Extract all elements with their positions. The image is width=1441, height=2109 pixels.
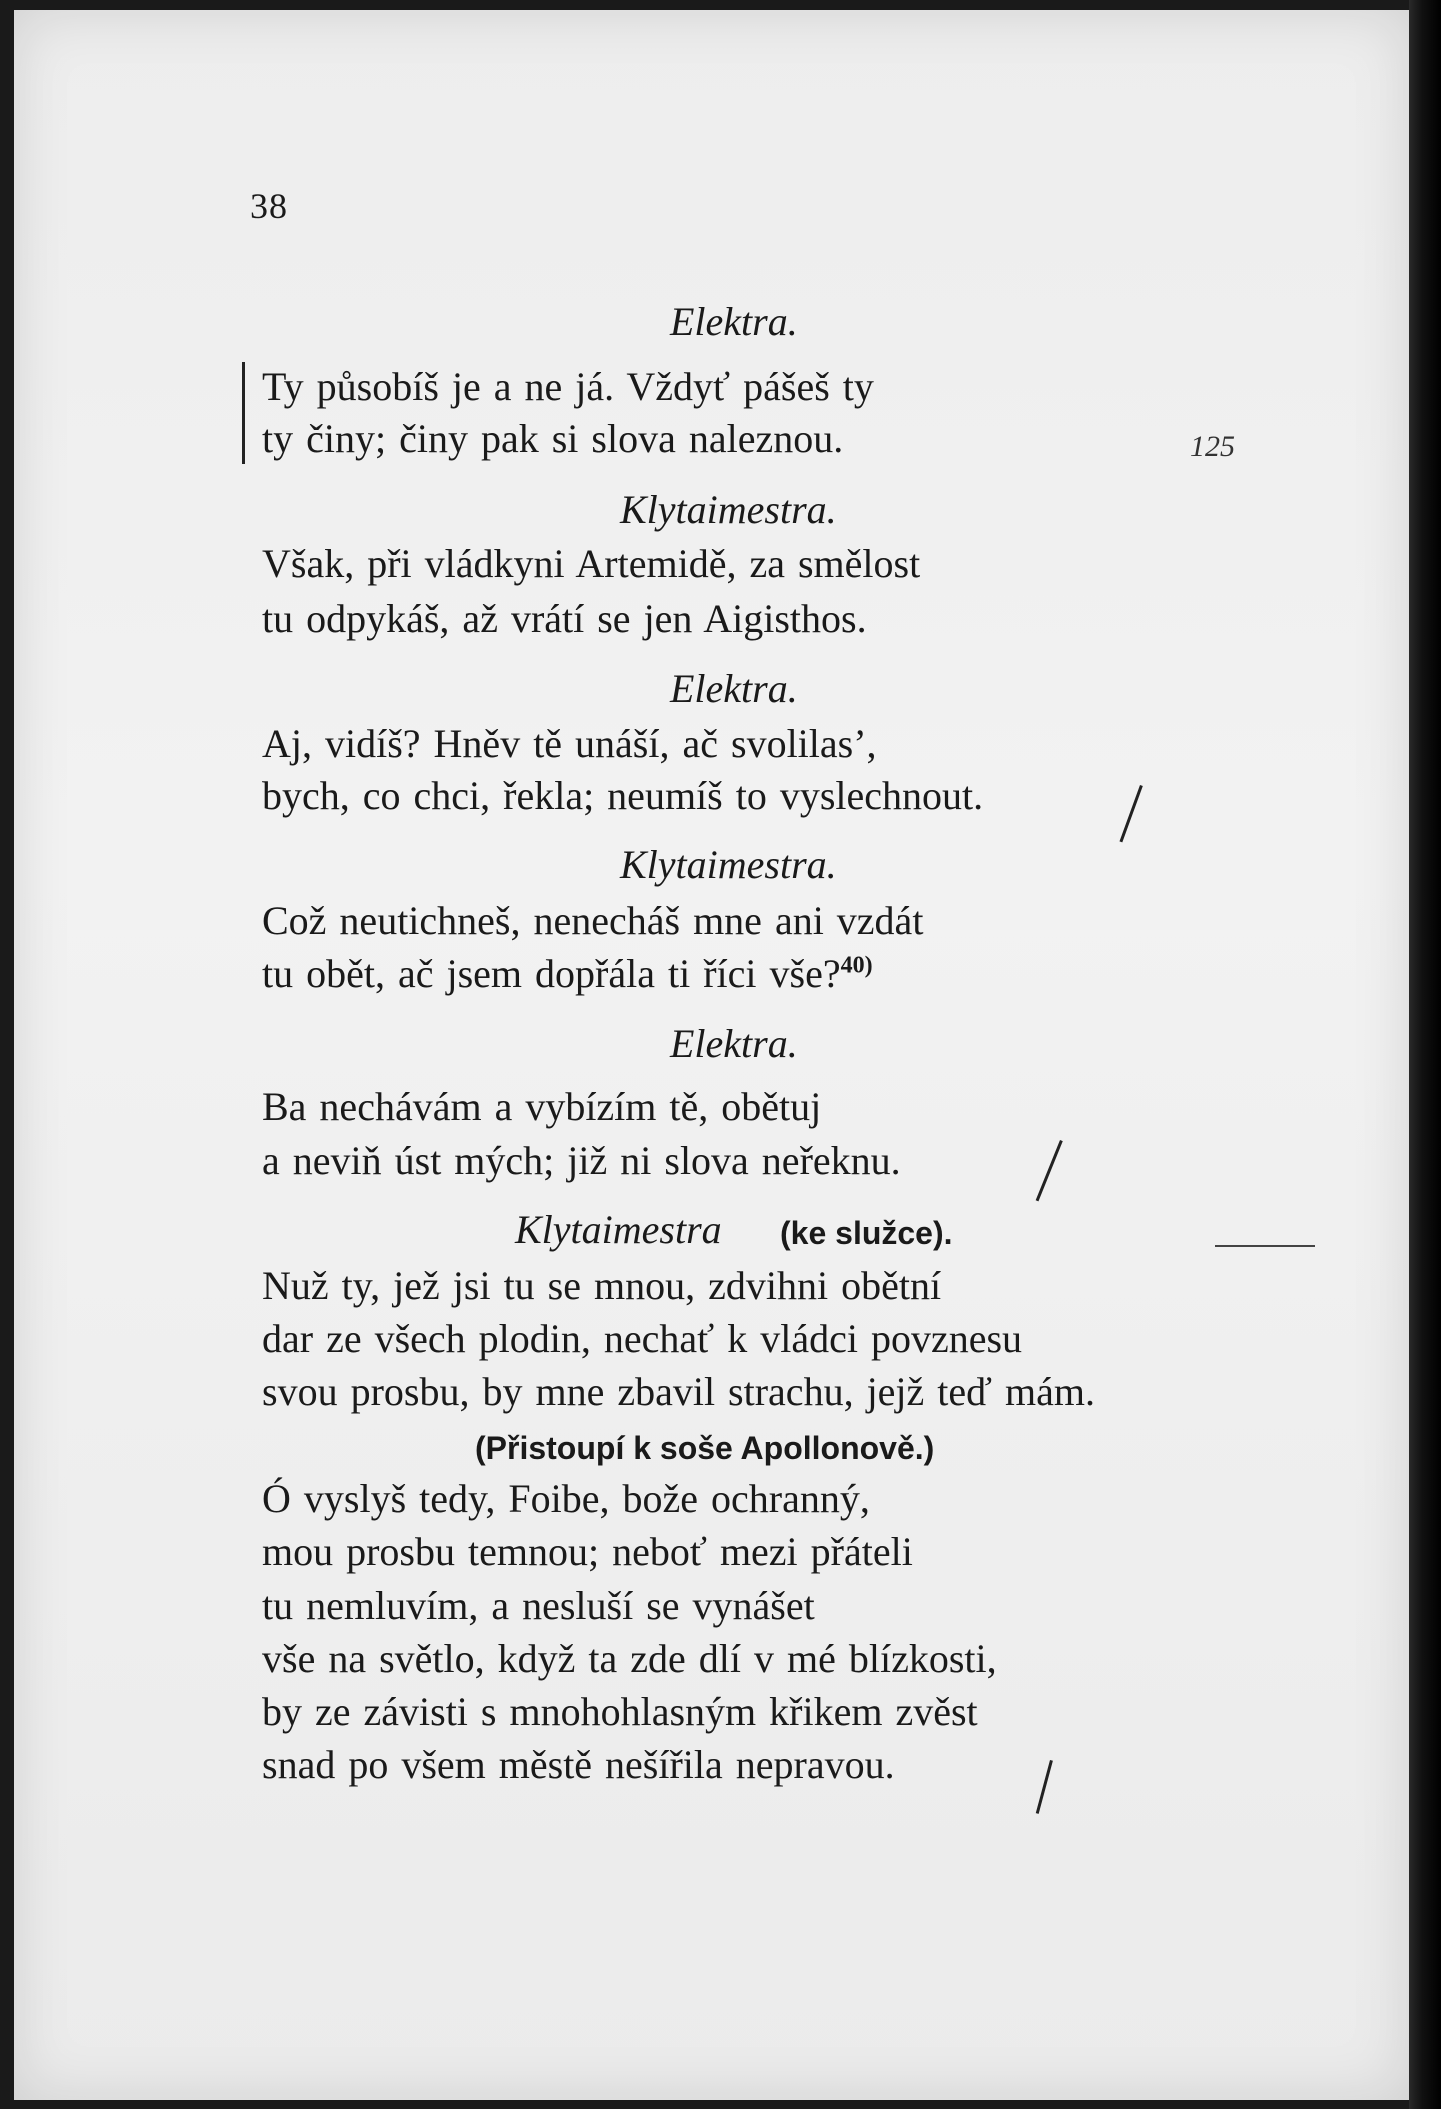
verse-line: mou prosbu temnou; neboť mezi přáteli bbox=[262, 1529, 913, 1574]
margin-bar bbox=[242, 362, 245, 464]
speaker-elektra: Elektra. bbox=[670, 1021, 798, 1066]
verse-line: snad po všem městě nešířila nepravou. bbox=[262, 1742, 895, 1787]
verse-line: Ba nechávám a vybízím tě, obětuj bbox=[262, 1084, 822, 1129]
verse-line: Ó vyslyš tedy, Foibe, bože ochranný, bbox=[262, 1476, 870, 1521]
verse-line: vše na světlo, když ta zde dlí v mé blízkosti, bbox=[262, 1636, 997, 1681]
verse-line: Což neutichneš, nenecháš mne ani vzdát bbox=[262, 898, 924, 943]
speaker-elektra: Elektra. bbox=[670, 299, 798, 344]
verse-line: a neviň úst mých; již ni slova neřeknu. bbox=[262, 1138, 901, 1183]
speaker-klytaimestra: Klytaimestra. bbox=[620, 842, 837, 887]
verse-line: by ze závisti s mnohohlasným křikem zvěst bbox=[262, 1689, 978, 1734]
speaker-klytaimestra: Klytaimestra. bbox=[620, 487, 837, 532]
verse-line: dar ze všech plodin, nechať k vládci povznesu bbox=[262, 1316, 1023, 1361]
verse-line: svou prosbu, by mne zbavil strachu, jejž teď mám. bbox=[262, 1369, 1096, 1414]
verse-line: Nuž ty, jež jsi tu se mnou, zdvihni obětní bbox=[262, 1263, 942, 1308]
verse-line: Však, při vládkyni Artemidě, za smělost bbox=[262, 541, 921, 586]
verse-line: tu obět, ač jsem dopřála ti říci vše?$^{40)}$ bbox=[262, 951, 873, 996]
book-edge bbox=[1409, 0, 1441, 2109]
speaker-direction: (ke služce). bbox=[780, 1215, 953, 1251]
stage-direction: (Přistoupí k soše Apollonově.) bbox=[475, 1430, 935, 1466]
page-number: 38 bbox=[250, 186, 288, 226]
pencil-dash-mark bbox=[1215, 1245, 1315, 1247]
verse-line: Ty působíš je a ne já. Vždyť pášeš ty bbox=[262, 364, 874, 409]
verse-line: Aj, vidíš? Hněv tě unáší, ač svolilas’, bbox=[262, 721, 877, 766]
speaker-klytaimestra: Klytaimestra bbox=[515, 1207, 722, 1252]
margin-note: 125 bbox=[1190, 430, 1235, 463]
verse-line: bych, co chci, řekla; neumíš to vyslechnout. bbox=[262, 773, 984, 818]
verse-line: tu odpykáš, až vrátí se jen Aigisthos. bbox=[262, 596, 867, 641]
speaker-elektra: Elektra. bbox=[670, 666, 798, 711]
footnote-ref: 40) bbox=[840, 952, 873, 979]
verse-line: ty činy; činy pak si slova naleznou. bbox=[262, 416, 844, 461]
verse-line: tu nemluvím, a nesluší se vynášet bbox=[262, 1583, 815, 1628]
